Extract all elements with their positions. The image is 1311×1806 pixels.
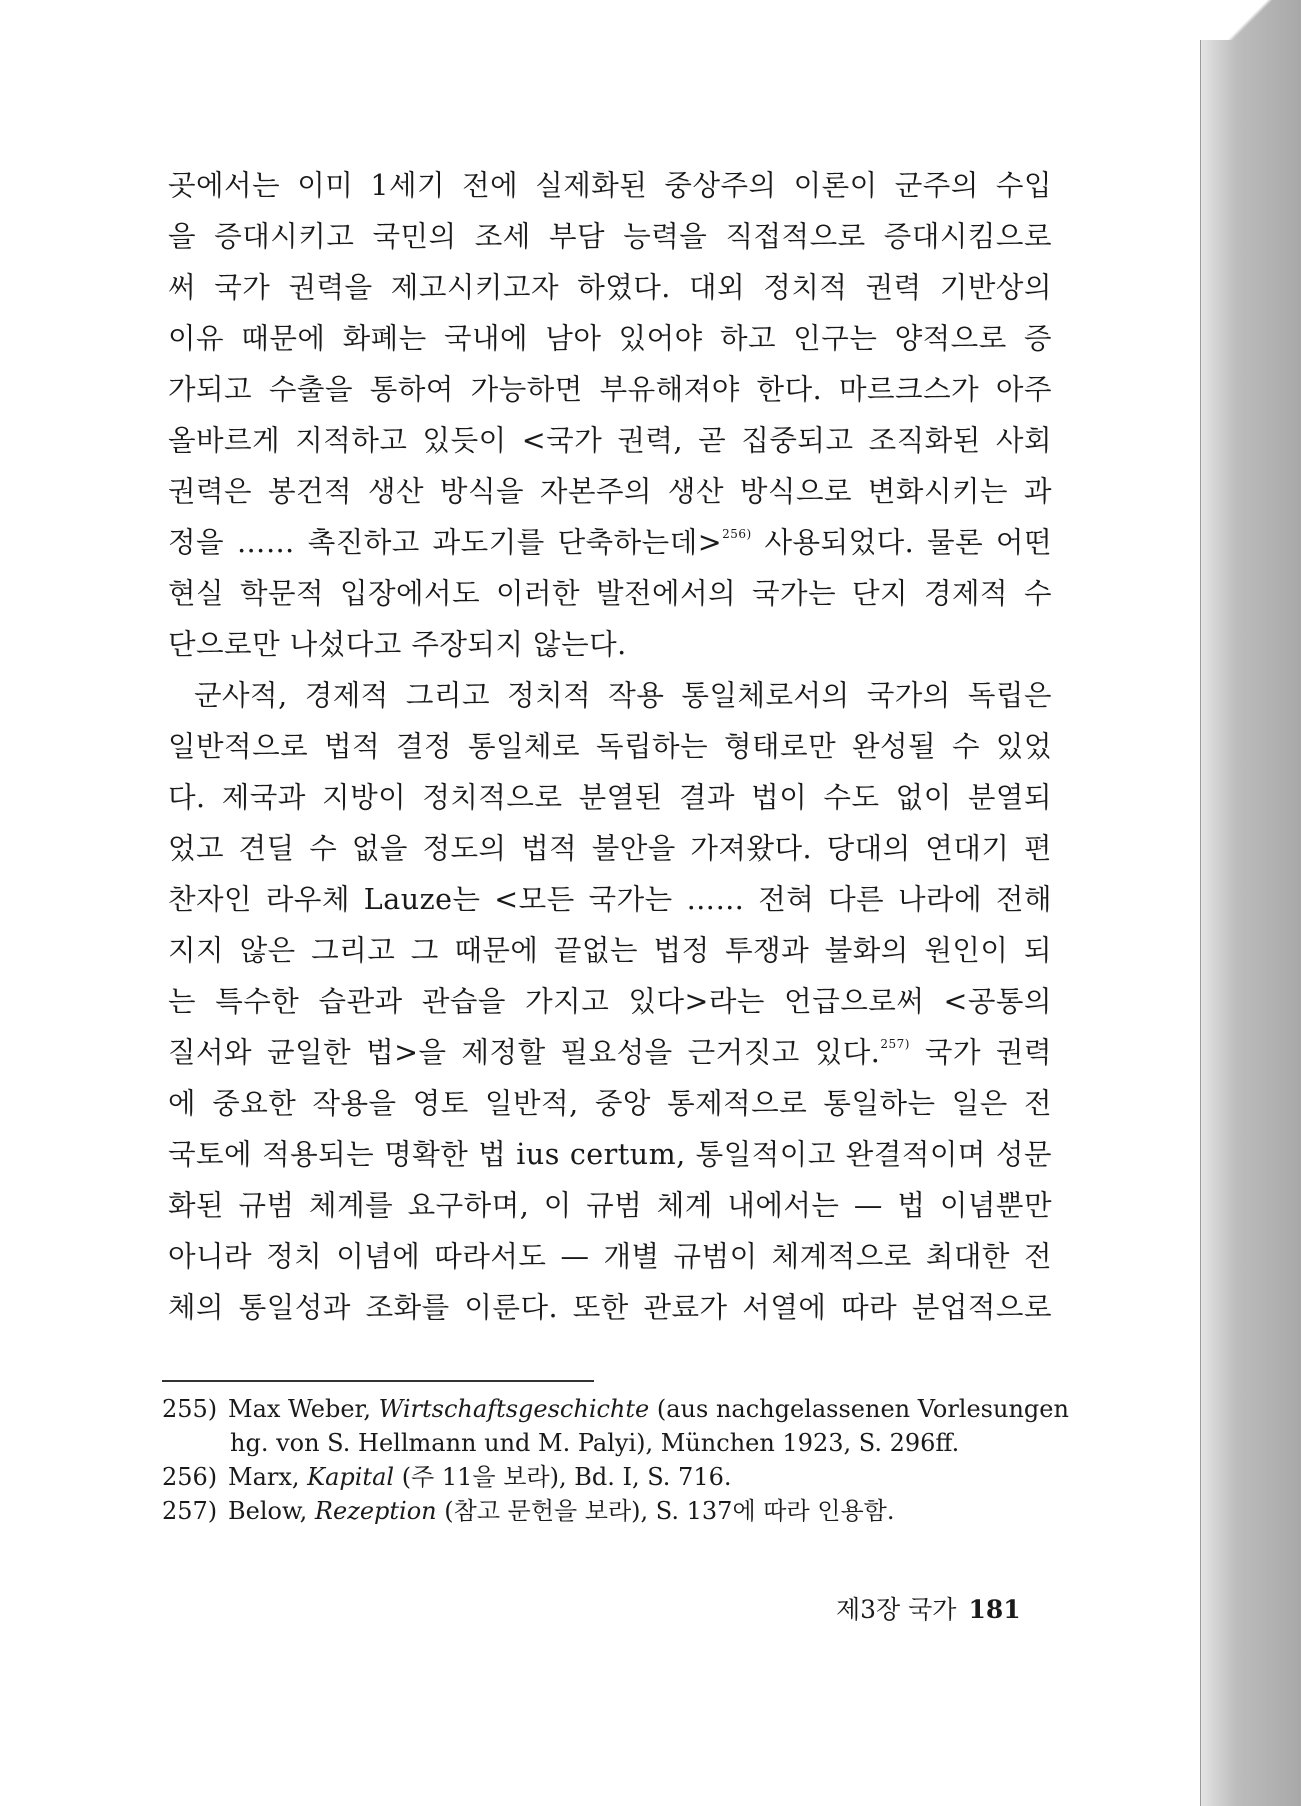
- book-edge-corner: [1200, 0, 1300, 40]
- text-line: 는 특수한 습관과 관습을 가지고 있다>라는 언급으로써 <공통의: [168, 985, 1052, 1018]
- page-footer: [836, 1590, 1021, 1626]
- footnote-text: (참고 문헌을 보라), S. 137에 따라 인용함.: [436, 1497, 895, 1525]
- text-line: 올바르게 지적하고 있듯이 <국가 권력, 곧 집중되고 조직화된 사회: [168, 424, 1052, 457]
- footnote-title: Kapital: [307, 1463, 395, 1491]
- footnote-number: 256): [162, 1463, 218, 1491]
- text-segment: 정을 …… 촉진하고 과도기를 단축하는데>: [168, 526, 723, 559]
- footnote-text: (주 11을 보라), Bd. I, S. 716.: [394, 1463, 732, 1491]
- page-number: 181: [968, 1595, 1021, 1624]
- footnote-text: (aus nachgelassenen Vorlesungen: [649, 1395, 1069, 1423]
- footnote-255: [162, 1392, 1069, 1426]
- text-line: 을 증대시키고 국민의 조세 부담 능력을 직접적으로 증대시킴으로: [168, 220, 1052, 253]
- text-line: 단으로만 나섰다고 주장되지 않는다.: [168, 628, 627, 661]
- footnote-text: Marx,: [228, 1463, 308, 1491]
- text-line: 다. 제국과 지방이 정치적으로 분열된 결과 법이 수도 없이 분열되: [168, 781, 1052, 814]
- text-line: 군사적, 경제적 그리고 정치적 작용 통일체로서의 국가의 독립은: [194, 679, 1052, 712]
- text-line: 현실 학문적 입장에서도 이러한 발전에서의 국가는 단지 경제적 수: [168, 577, 1052, 610]
- book-edge: [1200, 0, 1301, 1806]
- text-line: 체의 통일성과 조화를 이룬다. 또한 관료가 서열에 따라 분업적으로: [168, 1291, 1052, 1324]
- footnote-257: [162, 1494, 1052, 1528]
- text-line: 었고 견딜 수 없을 정도의 법적 불안을 가져왔다. 당대의 연대기 편: [168, 832, 1052, 865]
- footnote-ref-256: 256): [722, 527, 752, 541]
- text-line: 찬자인 라우체 Lauze는 <모든 국가는 …… 전혀 다른 나라에 전해: [168, 883, 1052, 916]
- footnote-255-continued: [162, 1426, 1052, 1460]
- text-line: 에 중요한 작용을 영토 일반적, 중앙 통제적으로 통일하는 일은 전: [168, 1087, 1052, 1120]
- text-line: 화된 규범 체계를 요구하며, 이 규범 체계 내에서는 — 법 이념뿐만: [168, 1189, 1052, 1222]
- footnotes: [162, 1392, 1069, 1528]
- text-line: 일반적으로 법적 결정 통일체로 독립하는 형태로만 완성될 수 있었: [168, 730, 1052, 763]
- text-line: 국토에 적용되는 명확한 법 ius certum, 통일적이고 완결적이며 성문: [168, 1138, 1052, 1171]
- footnote-text: Below,: [228, 1497, 315, 1525]
- text-line: 권력은 봉건적 생산 방식을 자본주의 생산 방식으로 변화시키는 과: [168, 475, 1052, 508]
- text-segment: 질서와 균일한 법>을 제정할 필요성을 근거짓고 있다.: [168, 1036, 881, 1069]
- footnote-text: Max Weber,: [228, 1395, 379, 1423]
- text-line: [168, 517, 1052, 568]
- text-segment: 사용되었다. 물론 어떤: [751, 526, 1052, 559]
- text-line: 곳에서는 이미 1세기 전에 실제화된 중상주의 이론이 군주의 수입: [168, 169, 1052, 202]
- chapter-title: 제3장 국가: [836, 1595, 957, 1624]
- footnote-256: [162, 1460, 1052, 1494]
- footnote-text: hg. von S. Hellmann und M. Palyi), München 1923, S. 296ff.: [230, 1429, 960, 1457]
- text-line: 아니라 정치 이념에 따라서도 — 개별 규범이 체계적으로 최대한 전: [168, 1240, 1052, 1273]
- footnote-number: 257): [162, 1497, 218, 1525]
- text-line: [168, 1027, 1052, 1078]
- footnote-divider: [162, 1380, 594, 1382]
- text-line: 써 국가 권력을 제고시키고자 하였다. 대외 정치적 권력 기반상의: [168, 271, 1052, 304]
- text-line: 지지 않은 그리고 그 때문에 끝없는 법정 투쟁과 불화의 원인이 되: [168, 934, 1052, 967]
- text-line: 가되고 수출을 통하여 가능하면 부유해져야 한다. 마르크스가 아주: [168, 373, 1052, 406]
- footnote-ref-257: 257): [880, 1037, 910, 1051]
- footnote-number: 255): [162, 1395, 218, 1423]
- text-segment: 국가 권력: [909, 1036, 1052, 1069]
- text-line: 이유 때문에 화폐는 국내에 남아 있어야 하고 인구는 양적으로 증: [168, 322, 1052, 355]
- footnote-title: Wirtschaftsgeschichte: [378, 1395, 650, 1423]
- footnote-title: Rezeption: [314, 1497, 437, 1525]
- body-text: [168, 160, 1052, 1333]
